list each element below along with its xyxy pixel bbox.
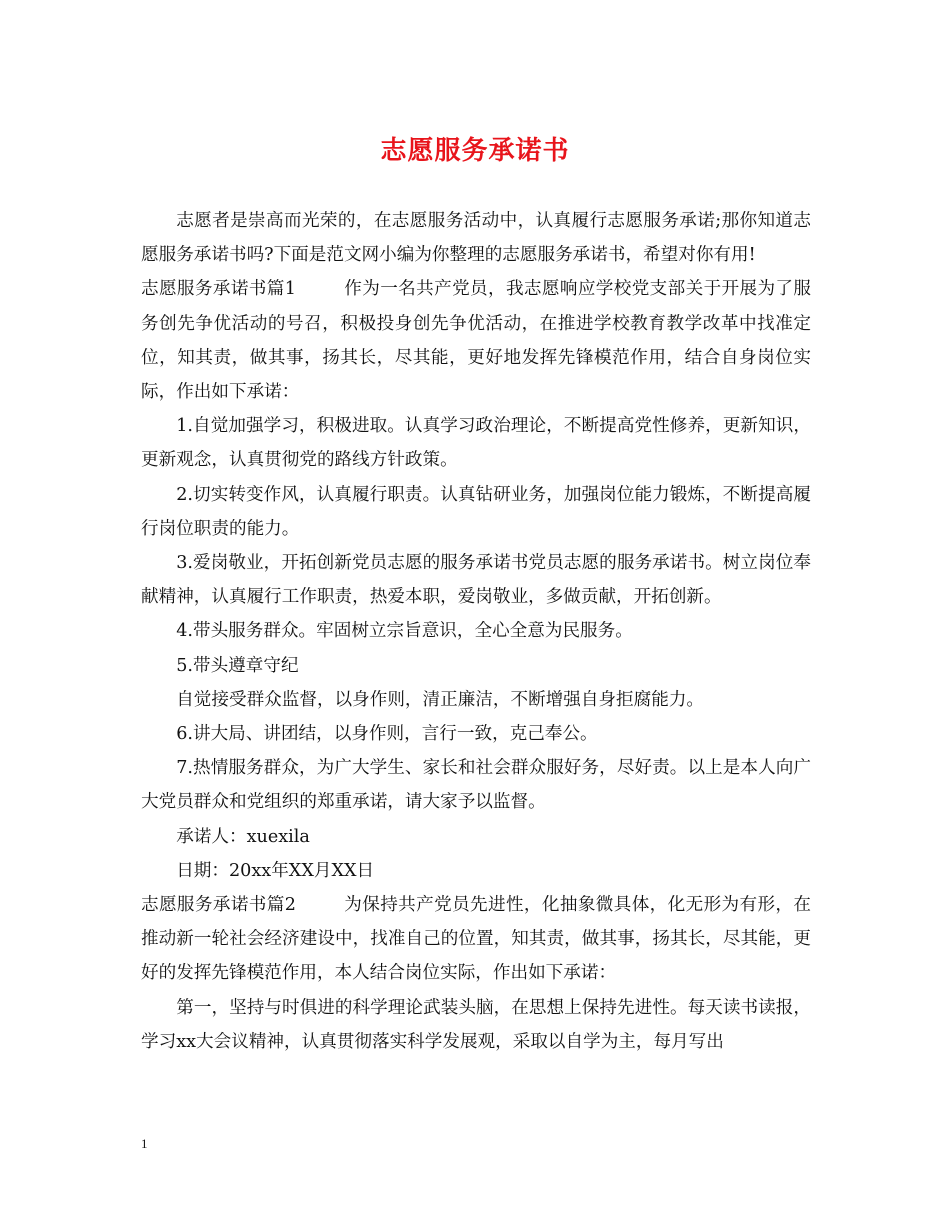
section1-item: 自觉接受群众监督，以身作则，清正廉洁，不断增强自身拒腐能力。 (176, 689, 705, 710)
section1-lead: 作为一名共产党员，我志愿响应学校党支部关于开展为了服务创先争优活动的号召，积极投身创先争优活动，在推进学校教育教学改革中找准定位，知其责，做其事，扬其长，尽其能，更好地发挥先锋模范作用，结合自身岗位实际，作出如下承诺： (141, 279, 811, 403)
section1-heading: 志愿服务承诺书篇1 (141, 279, 296, 300)
date-line: 日期：20xx年XX月XX日 (176, 860, 375, 881)
intro-paragraph: 志愿者是崇高而光荣的，在志愿服务活动中，认真履行志愿服务承诺;那你知道志愿服务承诺书吗?下面是范文网小编为你整理的志愿服务承诺书，希望对你有用! (141, 211, 811, 266)
section2-item: 第一，坚持与时俱进的科学理论武装头脑，在思想上保持先进性。每天读书读报，学习xx大会议精神，认真贯彻落实科学发展观，采取以自学为主，每月写出 (141, 997, 811, 1052)
signer-line: 承诺人：xuexila (176, 826, 310, 847)
section2-heading: 志愿服务承诺书篇2 (141, 895, 296, 916)
section1-item: 7.热情服务群众，为广大学生、家长和社会群众服好务，尽好责。以上是本人向广大党员群众和党组织的郑重承诺，请大家予以监督。 (141, 758, 811, 813)
section1-paragraph (141, 272, 811, 409)
section1-item: 6.讲大局、讲团结，以身作则，言行一致，克己奉公。 (176, 724, 598, 745)
section2-paragraph (141, 888, 811, 991)
section1-item: 5.带头遵章守纪 (176, 655, 299, 676)
section1-item: 3.爱岗敬业，开拓创新党员志愿的服务承诺书党员志愿的服务承诺书。树立岗位奉献精神，认真履行工作职责，热爱本职，爱岗敬业，多做贡献，开拓创新。 (141, 553, 811, 608)
document-body (141, 204, 811, 1059)
section2-lead: 为保持共产党员先进性，化抽象微具体，化无形为有形，在推动新一轮社会经济建设中，找准自己的位置，知其责，做其事，扬其长，尽其能，更好的发挥先锋模范作用，本人结合岗位实际，作出如下承诺： (141, 895, 811, 984)
document-title: 志愿服务承诺书 (380, 136, 570, 166)
page-number: 1 (141, 1136, 148, 1151)
section1-item: 4.带头服务群众。牢固树立宗旨意识，全心全意为民服务。 (176, 621, 633, 642)
section1-item: 1.自觉加强学习，积极进取。认真学习政治理论，不断提高党性修养，更新知识，更新观念，认真贯彻党的路线方针政策。 (141, 416, 811, 471)
section1-item: 2.切实转变作风，认真履行职责。认真钻研业务，加强岗位能力锻炼，不断提高履行岗位职责的能力。 (141, 484, 811, 539)
